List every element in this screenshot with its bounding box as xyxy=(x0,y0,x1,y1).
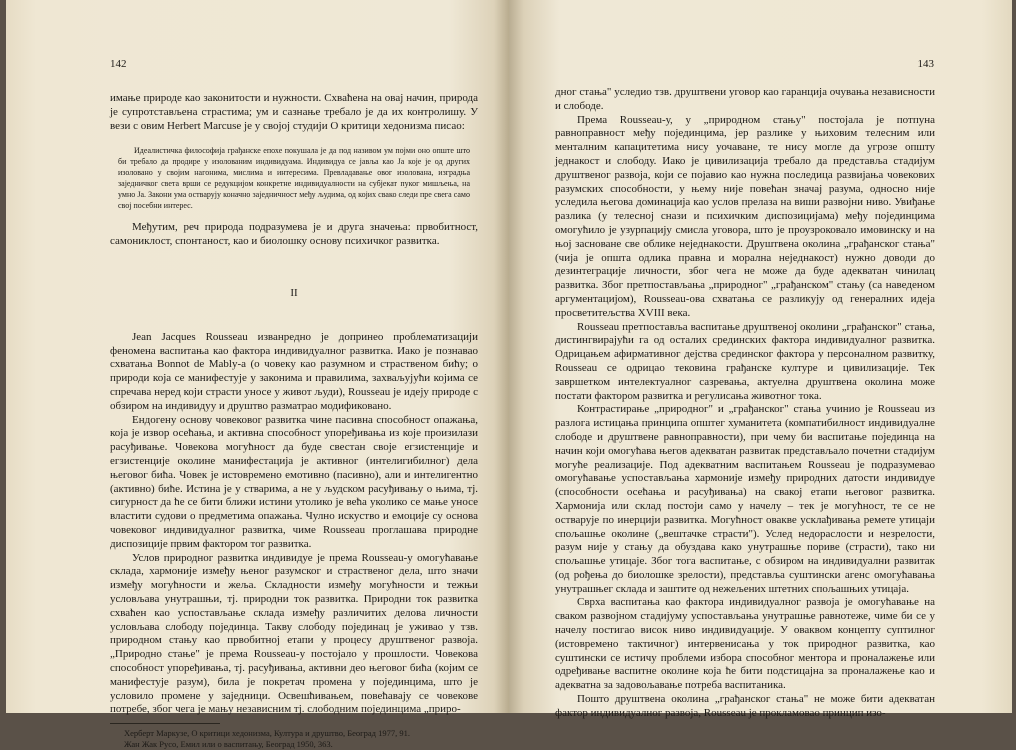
right-page-text xyxy=(555,86,935,721)
page-number-right: 143 xyxy=(917,58,934,70)
book-spread xyxy=(6,0,1012,750)
body-paragraph: Пошто друштвена околина „грађанског стања" не може бити адекватан фактор индивидуалног развоја, Rousseau је прокламовао принцип изо- xyxy=(555,693,935,719)
footnote: Жан Жак Русо, Емил или о васпитању, Београд 1950, 363. xyxy=(124,739,333,750)
body-paragraph: Ендогену основу човековог развитка чине пасивна способност опажања, која је извор осећања, и активна способност упоређивања из које произилази расуђивање. Човекова могућност да буде свестан своје егзистенције и егзистенције околине манифестација је активног (интелигибилног) дела његовог бића. Човек је истовремено емотивно (пасивно), али и интелигентно (активно) биће. Истина је у стварима, а не у људском расуђивању о њима, тј. сигурност да ће се бити ближи истини утолико је већа уколико се мање уносе властити судови о предметима опажања. Чулно искуство и емоције су основа човековог индивидуалног развитка, чиме Rousseau проглашава природне диспозиције првим фактором тог развитка. xyxy=(110,413,478,550)
right-page xyxy=(509,0,1012,719)
body-paragraph: Rousseau претпоставља васпитање друштвеној околини „грађанског" стања, дистингвирајући га од осталих срединских фактора индивидуалног развитка. Одрицањем афирмативног дејства срединског фактора у персоналном развитку, Rousseau се одрицао тековина грађанске културе и цивилизације. Тек завршетком интелектуалног сазревања, актуелна друштвена околина може постати фактором развитка и регулисања животног тока. xyxy=(555,320,935,402)
body-paragraph: дног стања" уследио тзв. друштвени уговор као гаранција очувања независности и слободе. xyxy=(555,86,935,112)
footnote-divider xyxy=(110,723,220,724)
intro-paragraph: имање природе као законитости и нужности. Схваћена на овај начин, природа је супротстављена страстима; ум и сазнање требало је да их контролишу. У вези с овим Herbert Marcuse је у својој студији О критици хедонизма писао: xyxy=(110,92,478,132)
body-paragraph: Услов природног развитка индивидуе је према Rousseau-у омогућавање склада, хармоније између њеног разумског и страственог дела, што значи између могућности и жеља. Складности између могућности и тежњи условљава унутрашњи, тј. природни ток развитка. Природни ток развитка схваћен као успостављање склада између различитих делова личности условљава слободу појединца. Такву слободу појединац је уживао у тзв. природном стању као првобитној етапи у процесу друштвеног развоја. „Природно стање" је према Rousseau-у постојало у прошлости. Човекова способност упоређивања, тј. расуђивања, активни део његовог бића (којим се манифестује разум), била је покретач промена у појединцима, што је условило промене у заједници. Освешћивањем, повећавају се човекове потребе, због чега је мању независним тј. слободним појединцима „приро- xyxy=(110,551,478,716)
body-paragraph: Контрастирање „природног" и „грађанског" стања учинио је Rousseau из разлога истицања принципа општег хуманитета (компатибилност индивидуалне слободе и друштвене равноправности), при чему би васпитање појединца на начин који омогућава његов адекватан развитак представљало почетни стадијум могуће реализације. Под адекватним васпитањем Rousseau је подразумевао омогућавање успостављања хармоније између природних датости индивидуе (способности осећања и расуђивања) на свакој етапи његовог развитка. Хармонија или склад постоји само у начелу – тек је могућност, те се не остварује по инерцији развитка. Могућност овакве усклађивања ремете утицаји спољашње околине („вештачке страсти"). Услед недораслости и незрелости, разум није у стању да обуздава како унутрашње пориве (страсти), тако ни спољашње утицаје. Због тога васпитање, с обзиром на индивидуални развитак (од рођења до биолошке зрелости), представља суштински агенс омогућавања унутрашњег склада и заштите од нежељених штетних спољашњих утицаја. xyxy=(555,403,935,595)
left-page-text xyxy=(110,92,478,750)
body-paragraph: Jean Jacques Rousseau изванредно је допринео проблематизацији феномена васпитања као фактора индивидуалног развитка. Иако је познавао схватања Bonnot de Mably-a (о човеку као разумном и страственом бићу; о природи која се манифестује у законима и правилима, захваљујући којима се спречава неред који страсти уносе у живот људи), Rousseau је идеју природе с обзиром на индивидуу и друштво разматрао модификовано. xyxy=(110,330,478,412)
block-quote: Идеалистичка философија грађанске епохе покушала је да под називом ум појми оно опште што би требало да продире у изолованим индивидуама. Индивидуа се јавља као Ја које је од других изоловано у својим нагонима, мислима и интересима. Превладавање овог изолована, изградња заједничког света врши се редукцијом конкретне индивидуалности на субјекат пуког мишљења, на умно Ја. Закони ума остварују коначно заједничност међу људима, од којих свако следи пре свега само свој посебни интерес. xyxy=(118,146,470,211)
section-heading: II xyxy=(290,286,298,299)
body-paragraph: Сврха васпитања као фактора индивидуалног развоја је омогућавање на сваком развојном стадијуму успостављања унутрашње равнотеже, чиме би се у начелу постигао висок ниво индивидуације. У оваквом концепту суптилног (истовремено тактичног) интервенисања у ток природног развитка, као суштински се истичу проблеми избора способног ментора и проналажење или одређивање васпитне околине која ће бити подстицајна за проналажење као и адекватна за задовољавање потреба васпитаника. xyxy=(555,596,935,692)
left-page xyxy=(6,0,509,750)
page-number-left: 142 xyxy=(110,58,127,70)
body-paragraph: Према Rousseau-у, у „природном стању" постојала је потпуна равноправност међу појединцима, јер разлике у њиховим телесним или менталним капацитетима нису уочаване, те нису могле да угрозе општу једнакост и слободу. Иако је цивилизација требало да представља стадијум друштвеног развоја, који се појавио као нужна последица развијања човекових разумских способности, у њему није повећан значај разума, односно није уследила његова доминација као услов прелаза на виши развојни ниво. Увиђање разлика (у телесној снази и психичким диспозицијама) међу појединцима омогућило је узурпацију смисла уговора, што је проузроковало имовинску и на њој засноване све облике неједнакости. Друштвена околина „грађанског стања" (чија је општа одлика правна и морална неједнакост) нужно доводи до дезинтеграције личности, због чега не може да буде адекватан чинилац развитка. Због претпостављања „природног" „грађанском" стању (са наведеном аргументацијом), Rousseau-ова схватања се разликују од генералних идеја просветитељства XVIII века. xyxy=(555,113,935,319)
after-quote-paragraph: Међутим, реч природа подразумева је и друга значења: првобитност, самониклост, спонтаност, као и биолошку основу психичког развитка. xyxy=(110,221,478,248)
footnote: Херберт Маркузе, О критици хедонизма, Култура и друштво, Београд 1977, 91. xyxy=(124,728,410,739)
